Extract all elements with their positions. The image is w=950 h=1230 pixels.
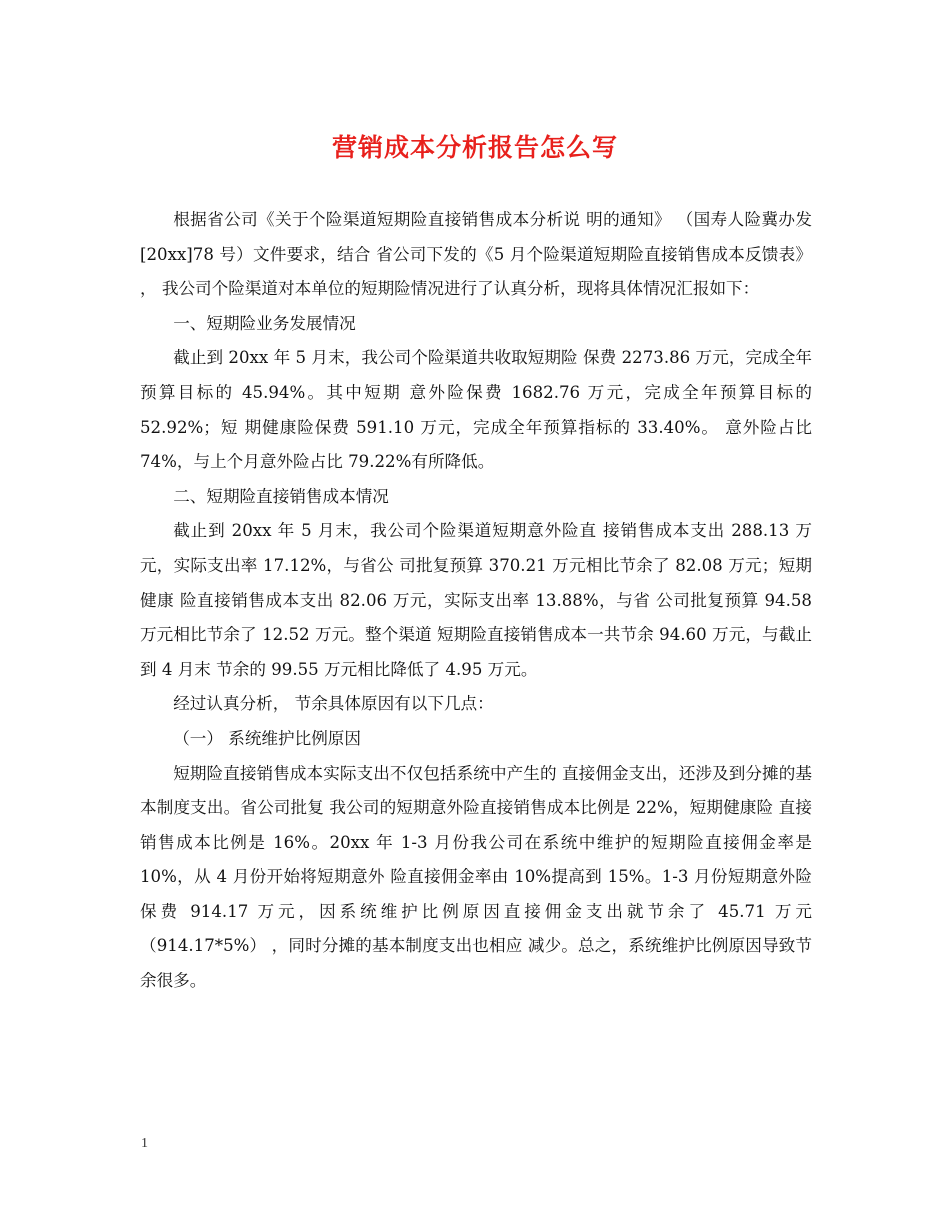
subsection-1-paragraph: 短期险直接销售成本实际支出不仅包括系统中产生的 直接佣金支出，还涉及到分摊的基本制度支出。省公司批复 我公司的短期意外险直接销售成本比例是 22%，短期健康险 直接销售成本比例是 16%。20xx 年 1-3 月份我公司在系统中维护的短期险直接佣金率是 10%，从 4 月份开始将短期意外 险直接佣金率由 10%提高到 15%。1-3 月份短期意外险保费 914.17 万元，因系统维护比例原因直接佣金支出就节余了 45.71 万元（914.17*5%） ，同时分摊的基本制度支出也相应 减少。总之，系统维护比例原因导致节余很多。 xyxy=(140,763,812,991)
section-1-paragraph: 截止到 20xx 年 5 月末，我公司个险渠道共收取短期险 保费 2273.86 万元，完成全年预算目标的 45.94%。其中短期 意外险保费 1682.76 万元，完成全年预算目标的 52.92%；短 期健康险保费 591.10 万元，完成全年预算指标的 33.40%。 意外险占比 74%，与上个月意外险占比 79.22%有所降低。 xyxy=(140,348,812,472)
subsection-heading-1: （一） 系统维护比例原因 xyxy=(173,728,361,748)
section-heading-1: 一、短期险业务发展情况 xyxy=(173,313,356,333)
section-heading-2: 二、短期险直接销售成本情况 xyxy=(173,486,389,506)
intro-paragraph: 根据省公司《关于个险渠道短期险直接销售成本分析说 明的通知》 （国寿人险冀办发[20xx]78 号）文件要求，结合 省公司下发的《5 月个险渠道短期险直接销售成本反馈表》 ， 我公司个险渠道对本单位的短期险情况进行了认真分析，现将具体情况汇报如下： xyxy=(140,210,812,299)
page-number: 1 xyxy=(141,1136,148,1151)
document-title: 营销成本分析报告怎么写 xyxy=(331,133,618,162)
section-2-paragraph: 截止到 20xx 年 5 月末，我公司个险渠道短期意外险直 接销售成本支出 288.13 万元，实际支出率 17.12%，与省公 司批复预算 370.21 万元相比节余了 82.08 万元；短期健康 险直接销售成本支出 82.06 万元，实际支出率 13.88%，与省 公司批复预算 94.58 万元相比节余了 12.52 万元。整个渠道 短期险直接销售成本一共节余 94.60 万元，与截止到 4 月末 节余的 99.55 万元相比降低了 4.95 万元。 xyxy=(140,521,812,679)
analysis-intro-paragraph: 经过认真分析， 节余具体原因有以下几点： xyxy=(173,694,494,714)
document-body xyxy=(140,203,812,999)
